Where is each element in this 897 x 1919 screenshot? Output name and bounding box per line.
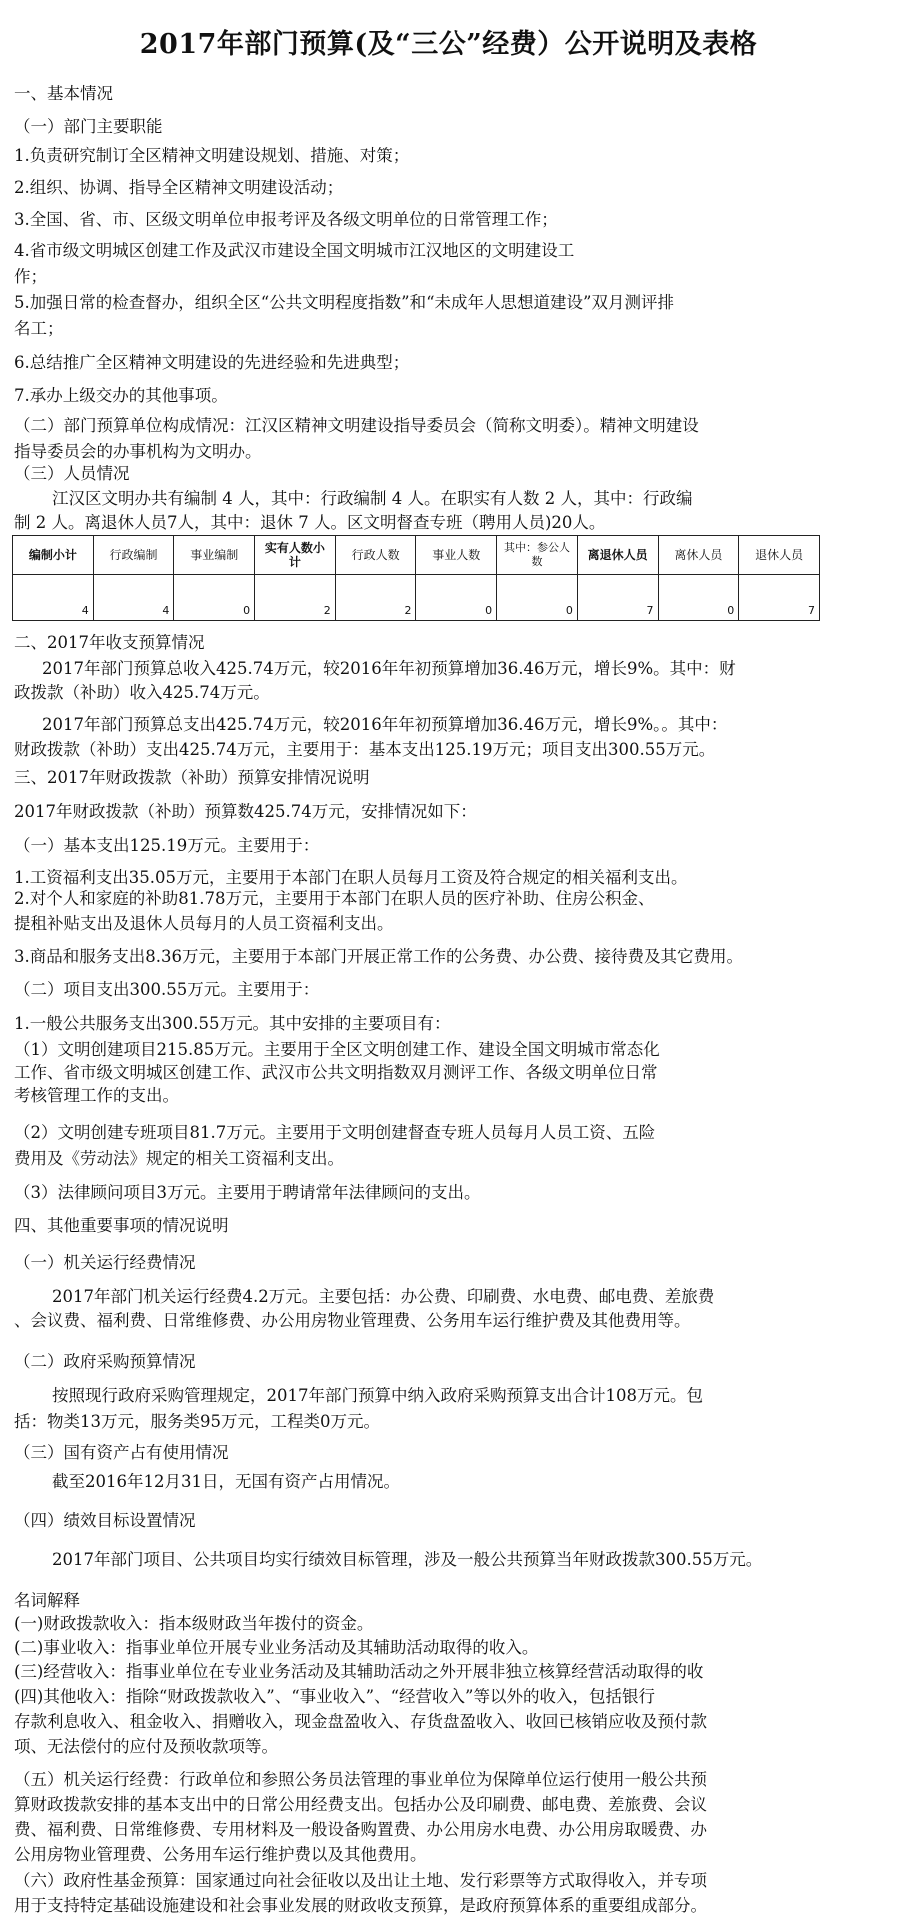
paragraph-line: 按照现行政府采购管理规定，2017年部门预算中纳入政府采购预算支出合计108万元。包 <box>52 1386 703 1405</box>
paragraph-line: （二）部门预算单位构成情况：江汉区精神文明建设指导委员会（简称文明委）。精神文明建设 <box>14 416 699 435</box>
duty-line: 7.承办上级交办的其他事项。 <box>14 386 228 405</box>
table-cell: 7 <box>577 575 658 621</box>
paragraph-line: 、会议费、福利费、日常维修费、办公用房物业管理费、公务用车运行维护费及其他费用等。 <box>14 1311 691 1330</box>
table-row <box>13 575 820 621</box>
subsection-heading: （三）人员情况 <box>14 464 130 483</box>
paragraph-line: 2017年财政拨款（补助）预算数425.74万元，安排情况如下： <box>14 802 477 821</box>
paragraph-line: 费用及《劳动法》规定的相关工资福利支出。 <box>14 1149 344 1168</box>
glossary-line: 算财政拨款安排的基本支出中的日常公用经费支出。包括办公及印刷费、邮电费、差旅费、会议 <box>14 1795 707 1814</box>
duty-line: 1.负责研究制订全区精神文明建设规划、措施、对策； <box>14 146 410 165</box>
duty-line: 5.加强日常的检查督办，组织全区“公共文明程度指数”和“未成年人思想道建设”双月测评排 <box>14 293 674 312</box>
duty-line: 作； <box>14 267 47 286</box>
subsection-heading: （四）绩效目标设置情况 <box>14 1511 196 1530</box>
glossary-line: (三)经营收入：指事业单位在专业业务活动及其辅助活动之外开展非独立核算经营活动取得的收 <box>14 1662 704 1681</box>
subsection-heading: （一）机关运行经费情况 <box>14 1253 196 1272</box>
section-heading: 一、基本情况 <box>14 84 113 103</box>
paragraph-line: 2.对个人和家庭的补助81.78万元，主要用于本部门在职人员的医疗补助、住房公积金、 <box>14 889 655 908</box>
table-cell: 4 <box>93 575 174 621</box>
paragraph-line: 1.一般公共服务支出300.55万元。其中安排的主要项目有： <box>14 1014 451 1033</box>
duty-line: 名工； <box>14 319 64 338</box>
table-cell: 0 <box>497 575 578 621</box>
glossary-line: (四)其他收入：指除“财政拨款收入”、“事业收入”、“经营收入”等以外的收入，包括银行 <box>14 1687 655 1706</box>
glossary-line: (二)事业收入：指事业单位开展专业业务活动及其辅助活动取得的收入。 <box>14 1638 539 1657</box>
subsection-heading: （二）政府采购预算情况 <box>14 1352 196 1371</box>
paragraph-line: 截至2016年12月31日，无国有资产占用情况。 <box>52 1472 400 1491</box>
section-heading: 四、其他重要事项的情况说明 <box>14 1216 229 1235</box>
table-header: 事业人数 <box>416 536 497 575</box>
paragraph-line: （3）法律顾问项目3万元。主要用于聘请常年法律顾问的支出。 <box>14 1183 481 1202</box>
table-cell: 2 <box>255 575 336 621</box>
paragraph-line: 工作、省市级文明城区创建工作、武汉市公共文明指数双月测评工作、各级文明单位日常 <box>14 1063 658 1082</box>
table-header: 其中：参公人数 <box>497 536 578 575</box>
table-header: 行政人数 <box>335 536 416 575</box>
duty-line: 2.组织、协调、指导全区精神文明建设活动； <box>14 178 344 197</box>
table-cell: 2 <box>335 575 416 621</box>
paragraph-line: 制 2 人。离退休人员7人，其中：退休 7 人。区文明督查专班（聘用人员)20人。 <box>14 513 606 532</box>
table-header: 事业编制 <box>174 536 255 575</box>
glossary-line: 公用房物业管理费、公务用车运行维护费以及其他费用。 <box>14 1845 427 1864</box>
paragraph-line: 提租补贴支出及退休人员每月的人员工资福利支出。 <box>14 914 394 933</box>
section-heading: 三、2017年财政拨款（补助）预算安排情况说明 <box>14 768 370 787</box>
table-header: 退休人员 <box>739 536 820 575</box>
glossary-line: (一)财政拨款收入：指本级财政当年拨付的资金。 <box>14 1614 374 1633</box>
table-cell: 7 <box>739 575 820 621</box>
glossary-line: （五）机关运行经费：行政单位和参照公务员法管理的事业单位为保障单位运行使用一般公共预 <box>14 1770 707 1789</box>
duty-line: 3.全国、省、市、区级文明单位申报考评及各级文明单位的日常管理工作； <box>14 210 558 229</box>
subsection-heading: （一）部门主要职能 <box>14 117 163 136</box>
glossary-line: 存款利息收入、租金收入、捐赠收入，现金盘盈收入、存货盘盈收入、收回已核销应收及预付款 <box>14 1712 707 1731</box>
table-header: 编制小计 <box>13 536 94 575</box>
duty-line: 4.省市级文明城区创建工作及武汉市建设全国文明城市江汉地区的文明建设工 <box>14 241 575 260</box>
page-title: 2017年部门预算(及“三公”经费）公开说明及表格 <box>139 29 758 60</box>
table-cell: 4 <box>13 575 94 621</box>
glossary-line: （六）政府性基金预算：国家通过向社会征收以及出让土地、发行彩票等方式取得收入，并专项 <box>14 1871 707 1890</box>
duty-line: 6.总结推广全区精神文明建设的先进经验和先进典型； <box>14 353 410 372</box>
section-heading: 二、2017年收支预算情况 <box>14 633 205 652</box>
paragraph-line: 3.商品和服务支出8.36万元，主要用于本部门开展正常工作的公务费、办公费、接待费及其它费用。 <box>14 947 743 966</box>
paragraph-line: 2017年部门机关运行经费4.2万元。主要包括：办公费、印刷费、水电费、邮电费、差旅费 <box>52 1287 715 1306</box>
glossary-line: 用于支持特定基础设施建设和社会事业发展的财政收支预算，是政府预算体系的重要组成部分。 <box>14 1896 707 1915</box>
paragraph-line: 财政拨款（补助）支出425.74万元，主要用于：基本支出125.19万元；项目支出300.55万元。 <box>14 740 716 759</box>
table-header-row <box>13 536 820 575</box>
table-header: 离休人员 <box>658 536 739 575</box>
glossary-heading: 名词解释 <box>14 1591 80 1610</box>
table-header: 实有人数小计 <box>255 536 336 575</box>
table-header: 离退休人员 <box>577 536 658 575</box>
table-cell: 0 <box>174 575 255 621</box>
paragraph-line: 1.工资福利支出35.05万元，主要用于本部门在职人员每月工资及符合规定的相关福利支出。 <box>14 868 688 887</box>
paragraph-line: 政拨款（补助）收入425.74万元。 <box>14 683 270 702</box>
table-cell: 0 <box>658 575 739 621</box>
paragraph-line: 考核管理工作的支出。 <box>14 1086 179 1105</box>
glossary-line: 费、福利费、日常维修费、专用材料及一般设备购置费、办公用房水电费、办公用房取暖费、办 <box>14 1820 707 1839</box>
subsection-heading: （二）项目支出300.55万元。主要用于： <box>14 980 320 999</box>
paragraph-line: （2）文明创建专班项目81.7万元。主要用于文明创建督查专班人员每月人员工资、五险 <box>14 1123 656 1142</box>
paragraph-line: 指导委员会的办事机构为文明办。 <box>14 442 262 461</box>
paragraph-line: 2017年部门项目、公共项目均实行绩效目标管理，涉及一般公共预算当年财政拨款300.55万元。 <box>52 1550 763 1569</box>
paragraph-line: 2017年部门预算总支出425.74万元，较2016年年初预算增加36.46万元，增长9%。。其中： <box>42 715 728 734</box>
table-header: 行政编制 <box>93 536 174 575</box>
paragraph-line: 江汉区文明办共有编制 4 人，其中：行政编制 4 人。在职实有人数 2 人，其中：行政编 <box>52 489 693 508</box>
paragraph-line: 括：物类13万元，服务类95万元，工程类0万元。 <box>14 1412 380 1431</box>
subsection-heading: （一）基本支出125.19万元。主要用于： <box>14 836 320 855</box>
paragraph-line: 2017年部门预算总收入425.74万元，较2016年年初预算增加36.46万元，增长9%。其中：财 <box>42 659 736 678</box>
glossary-line: 项、无法偿付的应付及预收款项等。 <box>14 1737 278 1756</box>
subsection-heading: （三）国有资产占有使用情况 <box>14 1443 229 1462</box>
paragraph-line: （1）文明创建项目215.85万元。主要用于全区文明创建工作、建设全国文明城市常态化 <box>14 1040 660 1059</box>
table-cell: 0 <box>416 575 497 621</box>
staffing-table <box>12 535 820 621</box>
